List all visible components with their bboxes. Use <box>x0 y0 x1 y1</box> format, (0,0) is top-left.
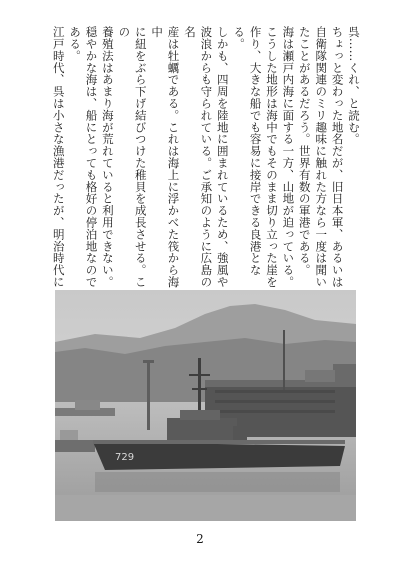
text-line: 波浪からも守られている。ご承知のように広島の名 <box>182 26 214 288</box>
page-number: 2 <box>196 532 204 546</box>
small-boat <box>60 430 78 440</box>
text-line: に紐をぶら下げ結びつけた稚貝を成長させる。この <box>117 26 148 288</box>
shore-building <box>75 400 100 410</box>
text-line: ちょっと変わった地名だが、旧日本軍、あるいは <box>330 26 345 288</box>
shed <box>305 370 335 382</box>
text-line: 呉……くれ、と読む。 <box>347 26 361 145</box>
text-line: こうした地形は海中でもそのまま切り立った崖を <box>264 26 279 288</box>
text-line: ある。 <box>68 26 83 62</box>
text-line: たことがあるだろう。世界有数の軍港である。 <box>297 26 312 276</box>
text-line: 産は牡蠣である。これは海上に浮かべた筏から海中 <box>150 26 181 288</box>
text-line: 自衛隊関連のミリ趣味に触れた方なら一度は聞い <box>314 26 329 288</box>
crane <box>147 360 150 430</box>
text-line: 江戸時代、呉は小さな漁港だったが、明治時代に <box>51 26 66 288</box>
dock-stripe <box>215 410 335 413</box>
ship-reflection <box>95 472 340 492</box>
mast-yard <box>192 388 207 390</box>
ship-deck <box>93 440 345 444</box>
harbor-photo-image <box>55 290 356 521</box>
crane-arm <box>143 360 154 363</box>
ship-bridge <box>180 410 220 420</box>
dock-stripe <box>215 400 335 403</box>
dock-stripe <box>215 390 335 393</box>
text-line: 海は瀬戸内海に面する一方、山地が迫っている。 <box>281 26 296 288</box>
body-text <box>50 26 362 288</box>
ship-superstructure <box>167 418 237 440</box>
antenna-pole <box>283 330 285 390</box>
ship-funnel <box>233 426 247 440</box>
text-line: 穏やかな海は、船にとっても格好の停泊地なので <box>84 26 99 288</box>
mast-yard <box>189 374 210 376</box>
text-line: 養殖法はあまり海が荒れていると利用できない。 <box>100 26 115 288</box>
foreground-water <box>55 495 356 521</box>
text-line: しかも、四周を陸地に囲まれているため、強風や <box>215 26 230 288</box>
tower <box>333 364 356 384</box>
hull-number: 729 <box>115 452 135 463</box>
harbor-photo <box>55 290 356 521</box>
pier <box>55 440 95 452</box>
text-line: 作り、大きな船でも容易に接岸できる良港となる。 <box>232 26 263 276</box>
